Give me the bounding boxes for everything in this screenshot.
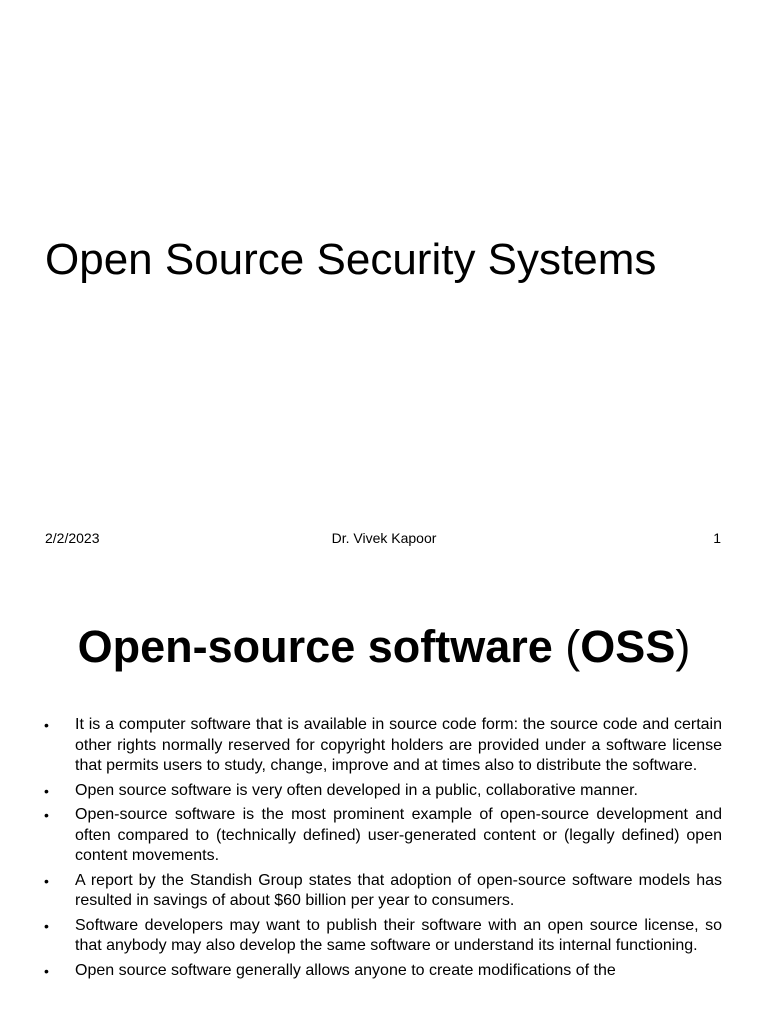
- bullet-icon: •: [44, 962, 49, 979]
- bullet-item: [44, 805, 722, 867]
- slide-2: [0, 576, 768, 1024]
- bullet-text: Software developers may want to publish their software with an open source license, so that anybody may also develop the same software or understand its internal functioning.: [75, 916, 722, 954]
- footer-page-number: 1: [713, 530, 721, 546]
- bullet-icon: •: [44, 807, 49, 823]
- bullet-item: [44, 781, 722, 802]
- bullet-item: [44, 916, 722, 957]
- bullet-text: Open source software is very often developed in a public, collaborative manner.: [75, 781, 638, 799]
- slide-heading: [0, 620, 768, 674]
- bullet-icon: •: [44, 872, 49, 889]
- bullet-text: A report by the Standish Group states that adoption of open-source software models has resulted in savings of about $60 billion per year to consumers.: [75, 871, 722, 909]
- heading-main: Open-source software: [77, 621, 553, 672]
- heading-abbr: OSS: [580, 621, 676, 672]
- bullet-text: Open-source software is the most prominent example of open-source development and often compared to (technically defined) user-generated content or (legally defined) open content movements.: [75, 806, 722, 864]
- footer-date: 2/2/2023: [45, 530, 100, 546]
- bullet-item: [44, 961, 722, 982]
- slide-title: Open Source Security Systems: [45, 235, 657, 284]
- bullet-item: [44, 871, 722, 912]
- bullet-text: Open source software generally allows anyone to create modifications of the: [75, 961, 616, 979]
- bullet-text: It is a computer software that is available in source code form: the source code and certain other rights normally reserved for copyright holders are provided under a software license that permits users to study, change, improve and at times also to distribute the software.: [75, 716, 722, 774]
- bullet-item: [44, 715, 722, 777]
- bullet-icon: •: [44, 717, 49, 733]
- heading-open-paren: (: [565, 621, 581, 672]
- bullet-icon: •: [44, 782, 49, 799]
- heading-close-paren: ): [675, 621, 691, 672]
- bullet-list: [44, 715, 722, 985]
- bullet-icon: •: [44, 917, 49, 934]
- footer-author: Dr. Vivek Kapoor: [331, 530, 437, 546]
